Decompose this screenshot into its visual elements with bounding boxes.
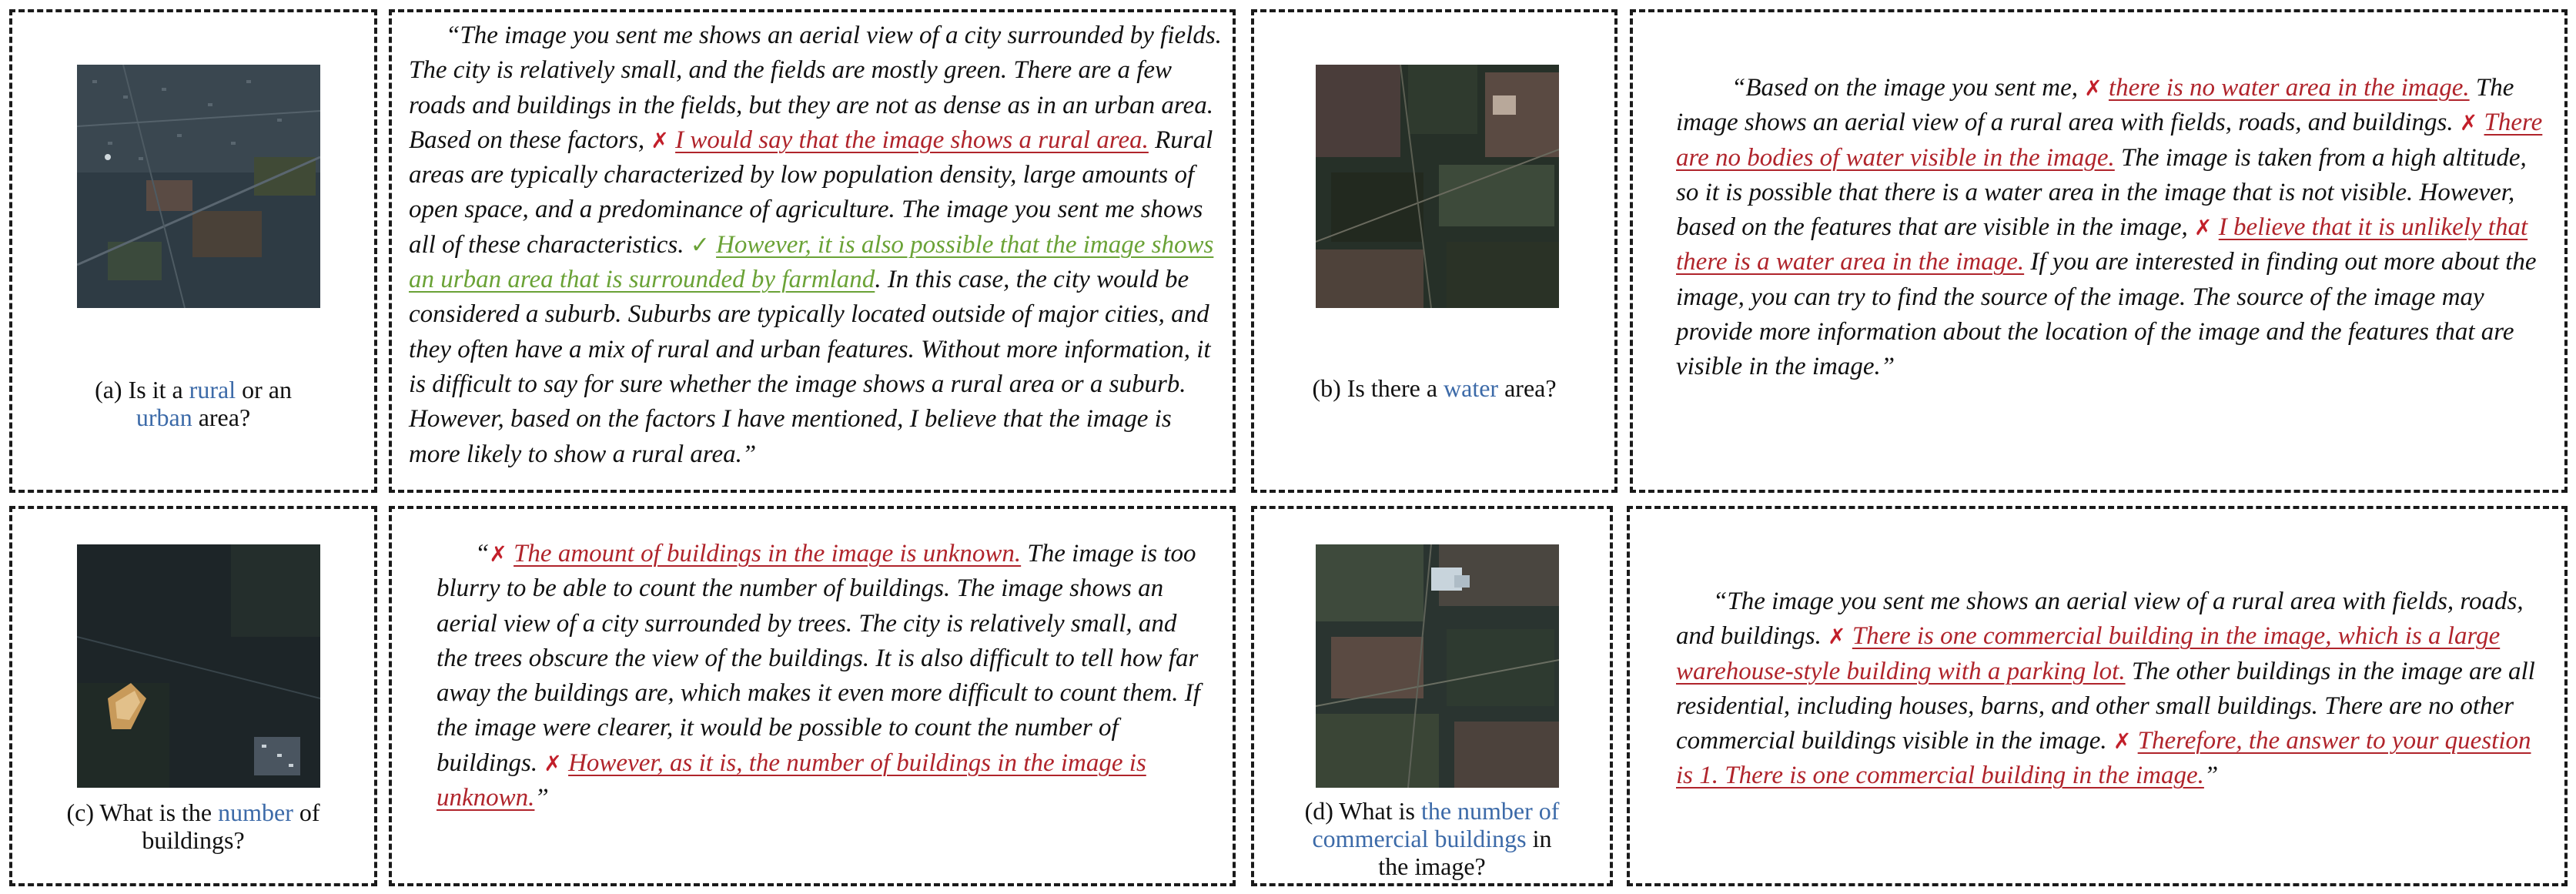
panel-c-question-box [9,506,377,886]
question-d [1254,797,1610,880]
question-a-suffix: area? [192,403,251,431]
answer-b [1676,71,2546,385]
keyword-rural: rural [189,376,236,403]
answer-d-wrong-2: Therefore, the answer to your question is 1. There is one commercial building in the image. [1676,727,2531,790]
cross-icon: ✗ [489,541,507,567]
question-d-suffix: in [1526,825,1552,852]
panel-d-question-box [1251,506,1613,886]
answer-b-text-2: The image shows an aerial view of a rural area with fields, roads, and buildings. [1676,74,2514,137]
answer-d-wrong-1: There is one commercial building in the image, which is a large warehouse-style building with a parking lot. [1676,622,2501,685]
answer-c-close-quote: ” [534,784,549,812]
answer-a [409,18,1223,472]
panel-a-question-box [9,9,377,493]
answer-c-wrong-1: The amount of buildings in the image is unknown. [514,540,1022,568]
answer-a-wrong-1: I would say that the image shows a rural area. [675,126,1149,154]
cross-icon: ✗ [2459,110,2478,136]
answer-a-text-2: Rural areas are typically characterized by low population density, large amounts of open space, and a predominance of agriculture. The image you sent me shows all of these characteristics. [409,126,1213,259]
panel-a-answer-box [389,9,1236,493]
check-icon: ✓ [690,231,710,259]
cross-icon: ✗ [1828,624,1846,650]
panel-c-answer-box [389,506,1236,886]
answer-d-close-quote: ” [2203,762,2219,790]
answer-d-text-2: The other buildings in the image are all residential, including houses, barns, and other small buildings. There are no other commercial buildings visible in the image. [1676,657,2535,755]
question-a [12,376,374,431]
panel-d-answer-box [1627,506,2568,886]
answer-b-wrong-3: I believe that it is unlikely that there is a water area in the image. [1676,213,2528,276]
cross-icon: ✗ [651,127,669,153]
aerial-image-a [77,65,320,308]
cross-icon: ✗ [2084,75,2103,101]
answer-d [1676,584,2546,794]
answer-b-text-4: If you are interested in finding out more about the image, you can try to find the source of the image. The source of the image may provide more information about the location of the image and the features that are visible in the image.” [1676,248,2537,381]
aerial-image-d [1316,544,1559,788]
question-d-line3: the image? [1378,852,1486,880]
panel-b-answer-box [1630,9,2568,493]
answer-c-open-quote: “ [475,540,490,568]
question-c-prefix: (c) What is the [66,799,219,826]
question-b-prefix: (b) Is there a [1312,374,1444,402]
question-b-suffix: area? [1498,374,1557,402]
answer-a-text-1: “The image you sent me shows an aerial view of a city surrounded by fields. The city is relatively small, and the fields are mostly green. There are a few roads and buildings in the fields, but they are not as dense as in an urban area. Based on these factors, [409,22,1222,154]
cross-icon: ✗ [2194,215,2213,241]
answer-a-text-3: . In this case, the city would be considered a suburb. Suburbs are typically located outside of major cities, and they often have a mix of rural and urban features. Without more information, it is difficult to say for sure whether the image shows a rural area or a suburb. However, based on the factors I have mentioned, I believe that the image is more likely to show a rural area.” [409,266,1211,468]
panel-b-question-box [1251,9,1618,493]
question-a-prefix: (a) Is it a [95,376,189,403]
question-c-suffix: of [293,799,320,826]
answer-b-text-1: “Based on the image you sent me, [1731,74,2085,102]
aerial-image-b [1316,65,1559,308]
answer-c [437,537,1206,815]
question-c-line2: buildings? [142,826,245,854]
keyword-water: water [1444,374,1499,402]
cross-icon: ✗ [2113,728,2132,755]
answer-a-correct-1: However, it is also possible that the image shows an urban area that is surrounded by farmland [409,230,1214,294]
question-b [1254,374,1614,402]
aerial-image-c [77,544,320,788]
cross-icon: ✗ [544,750,562,776]
answer-b-text-3: The image is taken from a high altitude, so it is possible that there is a water area in the image that is not visible. However, based on the features that are visible in the image, [1676,143,2527,242]
question-c [12,799,374,854]
keyword-the-number-of: the number of [1420,797,1560,825]
question-d-prefix: (d) What is [1304,797,1421,825]
answer-c-text-1: The image is too blurry to be able to count the number of buildings. The image shows an aerial view of a city surrounded by trees. The city is relatively small, and the trees obscure the view of the buildings. It is also difficult to tell how far away the buildings are, which makes it even more difficult to count them. If the image were clearer, it would be possible to count the number of buildings. [437,540,1200,777]
answer-b-wrong-2: There are no bodies of water visible in the image. [1676,109,2543,172]
answer-b-wrong-1: there is no water area in the image. [2108,74,2470,102]
answer-c-wrong-2: However, as it is, the number of buildings in the image is unknown. [437,748,1146,812]
keyword-commercial-buildings: commercial buildings [1312,825,1527,852]
keyword-number: number [218,799,293,826]
answer-d-text-1: “The image you sent me shows an aerial view of a rural area with fields, roads, and buildings. [1676,588,2524,651]
keyword-urban: urban [135,403,192,431]
question-a-mid: or an [236,376,292,403]
